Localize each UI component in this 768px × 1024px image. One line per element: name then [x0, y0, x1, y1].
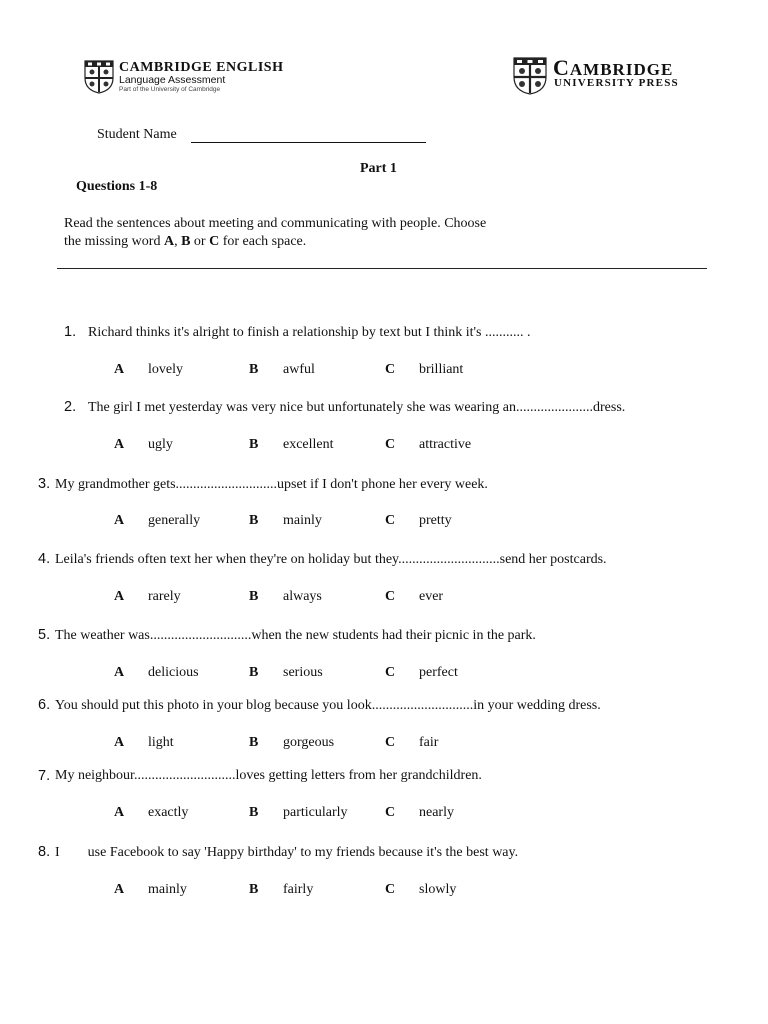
question-7 — [38, 768, 50, 785]
instr-comma: , — [174, 234, 182, 249]
option-letter: C — [385, 437, 396, 452]
option-word[interactable]: lovely — [148, 362, 183, 377]
option-letter: A — [114, 513, 125, 528]
option-letter: C — [385, 665, 396, 680]
instr-c: C — [209, 234, 220, 249]
option-word[interactable]: exactly — [148, 805, 189, 820]
question-text: My neighbour.............................loves getting letters from her grandchildren. — [55, 768, 482, 783]
instructions-line-2 — [64, 234, 306, 250]
option-letter: B — [249, 735, 259, 750]
cup-subtitle: UNIVERSITY PRESS — [554, 77, 679, 89]
question-number: 5. — [38, 627, 51, 643]
question-number: 3. — [38, 476, 51, 492]
option-letter: A — [114, 882, 125, 897]
question-1 — [64, 324, 76, 341]
option-word[interactable]: always — [283, 589, 322, 604]
option-word[interactable]: light — [148, 735, 174, 750]
option-letter: C — [385, 735, 396, 750]
option-letter: C — [385, 882, 396, 897]
cambridge-shield-icon — [84, 60, 114, 94]
question-2 — [64, 399, 76, 416]
option-word[interactable]: delicious — [148, 665, 199, 680]
option-letter: C — [385, 805, 396, 820]
option-word[interactable]: rarely — [148, 589, 181, 604]
question-number: 6. — [38, 697, 51, 713]
question-8 — [38, 844, 50, 861]
option-word[interactable]: mainly — [283, 513, 322, 528]
option-letter: C — [385, 362, 396, 377]
option-letter: A — [114, 735, 125, 750]
option-letter: A — [114, 589, 125, 604]
question-text: My grandmother gets.............................upset if I don't phone her every week. — [55, 477, 488, 492]
question-number: 7. — [38, 768, 51, 784]
option-letter: B — [249, 805, 259, 820]
option-word[interactable]: fair — [419, 735, 439, 750]
instr-a: A — [163, 234, 175, 249]
cup-title-rest: AMBRIDGE — [569, 60, 674, 79]
option-word[interactable]: fairly — [283, 882, 314, 897]
question-4 — [38, 551, 50, 568]
option-word[interactable]: ugly — [148, 437, 173, 452]
instructions-line-1: Read the sentences about meeting and communicating with people. Choose — [64, 216, 487, 231]
option-word[interactable]: pretty — [419, 513, 452, 528]
option-word[interactable]: mainly — [148, 882, 187, 897]
option-word[interactable]: gorgeous — [283, 735, 335, 750]
student-name-label: Student Name — [97, 127, 177, 142]
option-word[interactable]: slowly — [419, 882, 457, 897]
question-text: I use Facebook to say 'Happy birthday' to my friends because it's the best way. — [55, 845, 519, 860]
instr-b: B — [181, 234, 191, 249]
instr-or: or — [190, 234, 210, 249]
divider — [57, 268, 707, 269]
question-number: 8. — [38, 844, 51, 860]
question-3 — [38, 476, 50, 493]
option-word[interactable]: attractive — [419, 437, 472, 452]
student-name-field[interactable] — [191, 142, 426, 143]
question-number: 1. — [64, 324, 77, 340]
option-word[interactable]: serious — [283, 665, 323, 680]
option-letter: B — [249, 589, 259, 604]
option-letter: B — [249, 882, 259, 897]
ce-subtitle: Language Assessment — [119, 74, 226, 86]
option-word[interactable]: particularly — [283, 805, 348, 820]
option-letter: C — [385, 513, 396, 528]
option-word[interactable]: excellent — [283, 437, 334, 452]
question-text: The girl I met yesterday was very nice but unfortunately she was wearing an......................dress. — [88, 400, 626, 415]
question-text: You should put this photo in your blog because you look.............................in your wedding dress. — [55, 698, 601, 713]
option-letter: A — [114, 665, 125, 680]
option-letter: A — [114, 362, 125, 377]
instr-post: for each space. — [219, 234, 307, 249]
option-letter: B — [249, 513, 259, 528]
option-word[interactable]: nearly — [419, 805, 454, 820]
question-number: 2. — [64, 399, 77, 415]
question-text: Leila's friends often text her when they're on holiday but they.............................send her postcards. — [55, 552, 607, 567]
instr-text: the missing word — [64, 234, 164, 249]
cup-shield-icon — [513, 57, 547, 95]
option-word[interactable]: ever — [419, 589, 444, 604]
option-letter: C — [385, 589, 396, 604]
question-text: The weather was.............................when the new students had their picnic in the park. — [55, 628, 536, 643]
option-letter: A — [114, 805, 125, 820]
option-letter: B — [249, 362, 259, 377]
option-word[interactable]: generally — [148, 513, 201, 528]
option-word[interactable]: brilliant — [419, 362, 464, 377]
question-number: 4. — [38, 551, 51, 567]
question-text: Richard thinks it's alright to finish a relationship by text but I think it's ........... . — [88, 325, 531, 340]
ce-tagline: Part of the University of Cambridge — [119, 86, 221, 93]
part-title: Part 1 — [360, 161, 397, 176]
option-word[interactable]: perfect — [419, 665, 458, 680]
option-word[interactable]: awful — [283, 362, 315, 377]
question-5 — [38, 627, 50, 644]
ce-title: CAMBRIDGE ENGLISH — [119, 60, 284, 75]
option-letter: B — [249, 437, 259, 452]
questions-heading: Questions 1-8 — [76, 179, 158, 194]
option-letter: B — [249, 665, 259, 680]
option-letter: A — [114, 437, 125, 452]
question-6 — [38, 697, 50, 714]
cup-title-initial: C — [553, 55, 570, 80]
